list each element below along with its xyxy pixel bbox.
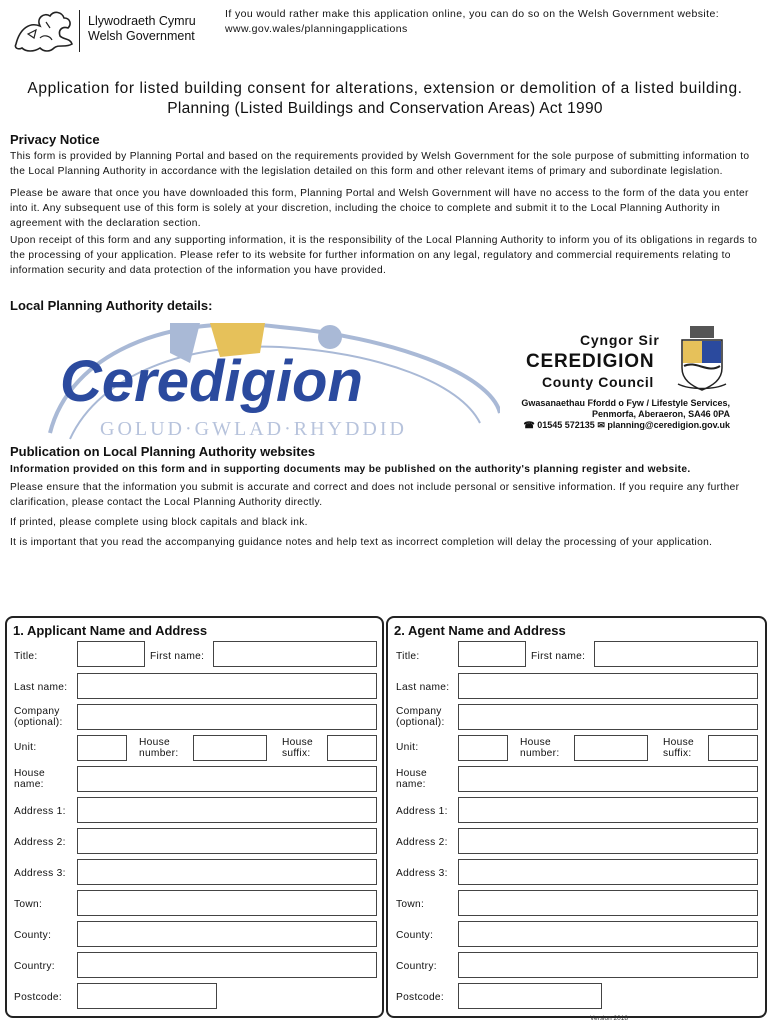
- applicant-address2-input[interactable]: [77, 828, 377, 854]
- agent-county-label: County:: [396, 930, 434, 941]
- applicant-first-name-input[interactable]: [213, 641, 377, 667]
- council-contact: [490, 420, 730, 431]
- publication-section: [10, 444, 762, 550]
- banner-word: Ceredigion: [60, 349, 363, 414]
- applicant-address2-label: Address 2:: [14, 837, 66, 848]
- applicant-house-name-label: House name:: [14, 768, 45, 790]
- online-notice-url[interactable]: www.gov.wales/planningapplications: [225, 23, 408, 35]
- applicant-heading: 1. Applicant Name and Address: [13, 623, 208, 638]
- agent-first-name-input[interactable]: [594, 641, 758, 667]
- applicant-house-suffix-input[interactable]: [327, 735, 377, 761]
- council-address-line-1: Gwasanaethau Ffordd o Fyw / Lifestyle Services,: [521, 398, 730, 408]
- council-line-3: County Council: [542, 374, 654, 390]
- applicant-house-suffix-label: House suffix:: [282, 737, 313, 759]
- agent-first-name-label: First name:: [531, 651, 586, 662]
- council-line-2: CEREDIGION: [526, 351, 655, 372]
- agent-house-name-label: House name:: [396, 768, 427, 790]
- applicant-title-input[interactable]: [77, 641, 145, 667]
- agent-house-name-input[interactable]: [458, 766, 758, 792]
- banner-motto: GOLUD·GWLAD·RHYDDID: [100, 418, 407, 440]
- online-notice-text: If you would rather make this application online, you can do so on the Welsh Government website:: [225, 8, 720, 20]
- ceredigion-crest-graphic: [30, 323, 500, 443]
- applicant-house-number-label: House number:: [139, 737, 179, 759]
- applicant-company-label: Company (optional):: [14, 706, 63, 728]
- applicant-country-input[interactable]: [77, 952, 377, 978]
- lpa-heading-text: Local Planning Authority details:: [10, 298, 213, 313]
- logo-line-english: Welsh Government: [88, 29, 195, 43]
- publication-heading: Publication on Local Planning Authority websites: [10, 444, 316, 459]
- online-notice: [225, 7, 765, 37]
- council-address-line-2: Penmorfa, Aberaeron, SA46 0PA: [591, 409, 730, 419]
- applicant-company-input[interactable]: [77, 704, 377, 730]
- agent-title-input[interactable]: [458, 641, 526, 667]
- agent-last-name-input[interactable]: [458, 673, 758, 699]
- applicant-house-name-input[interactable]: [77, 766, 377, 792]
- agent-postcode-input[interactable]: [458, 983, 602, 1009]
- applicant-unit-input[interactable]: [77, 735, 127, 761]
- applicant-address3-input[interactable]: [77, 859, 377, 885]
- agent-house-number-label: House number:: [520, 737, 560, 759]
- council-phone: 01545 572135: [537, 420, 595, 430]
- agent-address2-input[interactable]: [458, 828, 758, 854]
- council-line-1: Cyngor Sir: [580, 332, 660, 348]
- applicant-county-input[interactable]: [77, 921, 377, 947]
- privacy-notice: [10, 132, 762, 278]
- form-title: Application for listed building consent for alterations, extension or demolition of a listed building.: [27, 80, 743, 97]
- phone-icon: ☎: [523, 420, 535, 430]
- applicant-house-number-input[interactable]: [193, 735, 267, 761]
- agent-address2-label: Address 2:: [396, 837, 448, 848]
- agent-unit-label: Unit:: [396, 742, 419, 753]
- council-email[interactable]: planning@ceredigion.gov.uk: [607, 420, 730, 430]
- agent-town-label: Town:: [396, 899, 425, 910]
- applicant-first-name-label: First name:: [150, 651, 205, 662]
- agent-last-name-label: Last name:: [396, 682, 450, 693]
- publication-bold-notice: Information provided on this form and in supporting documents may be published on the authority's planning register and website.: [10, 464, 691, 475]
- applicant-county-label: County:: [14, 930, 52, 941]
- agent-house-suffix-label: House suffix:: [663, 737, 694, 759]
- welsh-dragon-icon: [10, 8, 76, 56]
- agent-country-input[interactable]: [458, 952, 758, 978]
- publication-paragraph-2: If printed, please complete using block capitals and black ink.: [10, 517, 308, 528]
- version-label: Version 2018: [590, 1015, 628, 1022]
- agent-company-label: Company (optional):: [396, 706, 445, 728]
- council-address: [490, 398, 730, 431]
- agent-town-input[interactable]: [458, 890, 758, 916]
- logo-text: [88, 14, 196, 44]
- council-coat-of-arms-icon: [676, 324, 728, 392]
- ceredigion-banner: [30, 323, 500, 443]
- agent-title-label: Title:: [396, 651, 420, 662]
- applicant-last-name-input[interactable]: [77, 673, 377, 699]
- applicant-title-label: Title:: [14, 651, 38, 662]
- agent-address1-input[interactable]: [458, 797, 758, 823]
- agent-county-input[interactable]: [458, 921, 758, 947]
- agent-address1-label: Address 1:: [396, 806, 448, 817]
- applicant-town-input[interactable]: [77, 890, 377, 916]
- privacy-paragraph-3: Upon receipt of this form and any supporting information, it is the responsibility of the Local Planning Authority to inform you of its obligations in regards to the processing of your application. Please refer to its website for further information on any legal, regulatory and commercial requirements relating to information security and data protection of the information you have provided.: [10, 235, 758, 276]
- logo-divider: [79, 10, 80, 52]
- privacy-heading: Privacy Notice: [10, 132, 100, 147]
- agent-house-suffix-input[interactable]: [708, 735, 758, 761]
- agent-section: [386, 616, 767, 1018]
- applicant-unit-label: Unit:: [14, 742, 37, 753]
- applicant-country-label: Country:: [14, 961, 55, 972]
- applicant-postcode-input[interactable]: [77, 983, 217, 1009]
- agent-company-input[interactable]: [458, 704, 758, 730]
- privacy-paragraph-2: Please be aware that once you have downloaded this form, Planning Portal and Welsh Government will have no access to the form of the data you enter into it. Any subsequent use of this form is solely at your discretion, including the choice to complete and submit it to the Local Planning Authority in agreement with the declaration section.: [10, 188, 749, 229]
- applicant-last-name-label: Last name:: [14, 682, 68, 693]
- agent-address3-input[interactable]: [458, 859, 758, 885]
- applicant-address3-label: Address 3:: [14, 868, 66, 879]
- agent-country-label: Country:: [396, 961, 437, 972]
- agent-address3-label: Address 3:: [396, 868, 448, 879]
- lpa-heading: [10, 298, 762, 313]
- applicant-town-label: Town:: [14, 899, 43, 910]
- email-icon: ✉: [597, 420, 605, 430]
- agent-postcode-label: Postcode:: [396, 992, 445, 1003]
- agent-heading: 2. Agent Name and Address: [394, 623, 566, 638]
- agent-unit-input[interactable]: [458, 735, 508, 761]
- agent-house-number-input[interactable]: [574, 735, 648, 761]
- form-subtitle: Planning (Listed Buildings and Conservation Areas) Act 1990: [167, 100, 603, 117]
- publication-paragraph-3: It is important that you read the accompanying guidance notes and help text as incorrect completion will delay the processing of your application.: [10, 537, 713, 548]
- privacy-paragraph-1: This form is provided by Planning Portal and based on the requirements provided by Welsh Government for the sole purpose of submitting information to the Local Planning Authority in accordance with the legislation detailed on this form and other relevant items of primary and subordinate legislation.: [10, 151, 750, 177]
- applicant-address1-label: Address 1:: [14, 806, 66, 817]
- publication-paragraph-1: Please ensure that the information you submit is accurate and correct and does not include personal or sensitive information. If you require any further clarification, please contact the Local Planning Authority directly.: [10, 482, 740, 508]
- applicant-section: [5, 616, 384, 1018]
- applicant-postcode-label: Postcode:: [14, 992, 63, 1003]
- logo-line-welsh: Llywodraeth Cymru: [88, 14, 196, 28]
- applicant-address1-input[interactable]: [77, 797, 377, 823]
